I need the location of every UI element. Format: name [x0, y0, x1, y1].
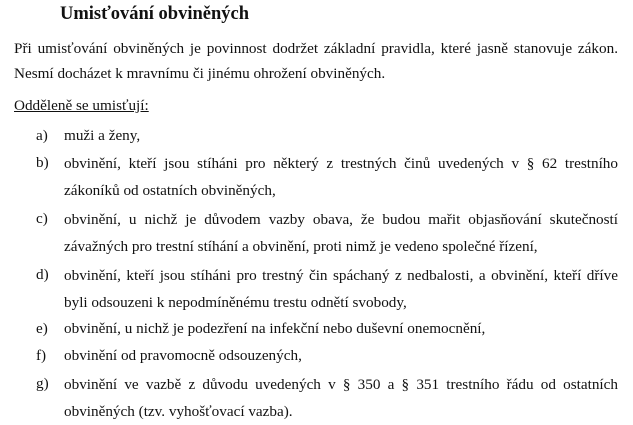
list-item-marker: c)	[36, 210, 48, 227]
section-heading: Umisťování obviněných	[60, 4, 250, 24]
list-subheading: Odděleně se umisťují:	[14, 97, 149, 114]
list-item-text: obvinění od pravomocně odsouzených,	[64, 347, 302, 364]
list-item-text: obvinění ve vazbě z důvodu uvedených v § 350 a § 351 trestního řádu od ostatních obviněných (tzv. vyhošťovací vazba).	[64, 376, 618, 420]
intro-paragraph: Při umisťování obviněných je povinnost dodržet základní pravidla, které jasně stanovuje zákon. Nesmí docházet k mravnímu či jinému ohrožení obviněných.	[14, 40, 618, 82]
list-item-text: obvinění, u nichž je důvodem vazby obava, že budou mařit objasňování skutečností závažných pro trestní stíhání a obvinění, proti nimž je vedeno společné řízení,	[64, 211, 618, 255]
list-item-text: obvinění, kteří jsou stíháni pro některý z trestných činů uvedených v § 62 trestního zákoníků od ostatních obviněných,	[64, 155, 618, 199]
list-item-text: obvinění, kteří jsou stíháni pro trestný čin spáchaný z nedbalosti, a obvinění, kteří dříve byli odsouzeni k nepodmíněnému trestu odnětí svobody,	[64, 267, 618, 311]
list-item-text: obvinění, u nichž je podezření na infekční nebo duševní onemocnění,	[64, 320, 486, 337]
list-item-marker: f)	[36, 347, 47, 364]
list-item-marker: g)	[36, 375, 49, 392]
list-item-marker: b)	[36, 154, 49, 171]
list-item-marker: a)	[36, 127, 48, 144]
list-item-text: muži a ženy,	[64, 127, 141, 144]
list-item-marker: d)	[36, 266, 49, 283]
list-item-marker: e)	[36, 320, 48, 337]
